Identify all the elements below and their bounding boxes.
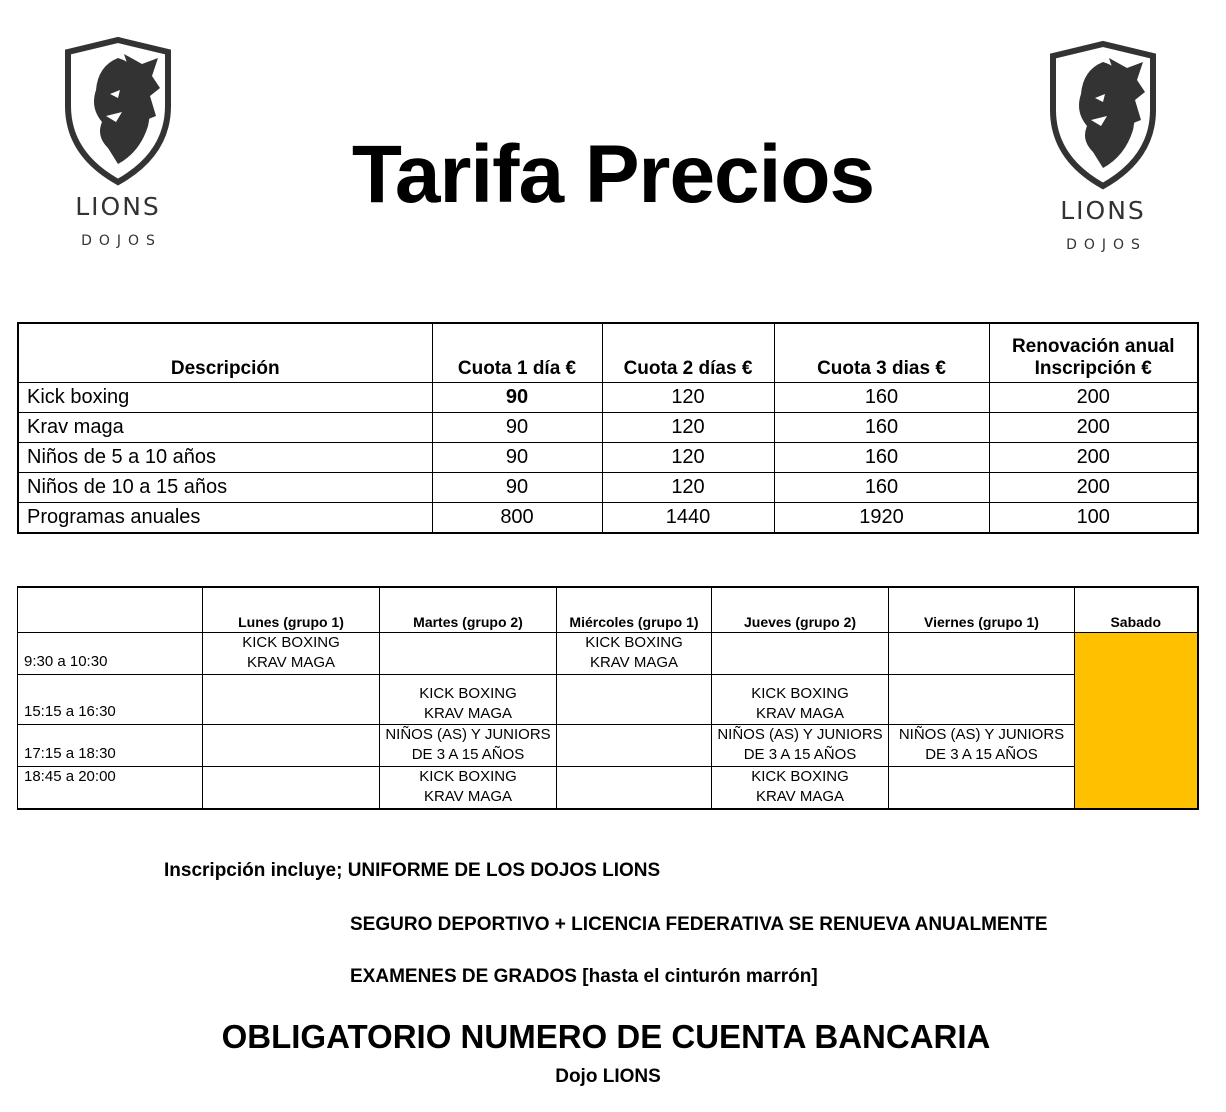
time-slot: 15:15 a 16:30 bbox=[18, 675, 203, 725]
price-cell: 90 bbox=[432, 383, 602, 413]
class-line: NIÑOS (AS) Y JUNIORS bbox=[717, 726, 883, 743]
class-line: DE 3 A 15 AÑOS bbox=[411, 746, 525, 763]
class-cell bbox=[203, 675, 380, 725]
page-title: Tarifa Precios bbox=[351, 129, 875, 220]
column-header-tuesday: Martes (grupo 2) bbox=[380, 587, 557, 633]
price-cell: 200 bbox=[989, 383, 1198, 413]
table-row bbox=[18, 633, 1198, 675]
price-cell: 120 bbox=[602, 413, 774, 443]
class-line: KRAV MAGA bbox=[755, 705, 845, 722]
class-line: KRAV MAGA bbox=[755, 788, 845, 805]
logo-subtitle: DOJOS bbox=[81, 233, 162, 249]
table-row bbox=[18, 383, 1198, 413]
column-header-description: Descripción bbox=[18, 323, 432, 383]
class-cell bbox=[712, 675, 889, 725]
class-line: NIÑOS (AS) Y JUNIORS bbox=[385, 726, 551, 743]
class-cell bbox=[889, 725, 1075, 767]
class-line: DE 3 A 15 AÑOS bbox=[743, 746, 857, 763]
column-header-fee-1-day: Cuota 1 día € bbox=[432, 323, 602, 383]
logo-name: LIONS bbox=[1060, 196, 1146, 225]
class-line: KICK BOXING bbox=[419, 768, 517, 785]
schedule-header bbox=[18, 587, 1198, 633]
column-header-fee-3-days: Cuota 3 dias € bbox=[774, 323, 989, 383]
class-cell bbox=[203, 633, 380, 675]
table-row bbox=[18, 503, 1198, 534]
table-row bbox=[18, 473, 1198, 503]
class-line: KICK BOXING bbox=[419, 685, 517, 702]
class-line: KRAV MAGA bbox=[423, 705, 513, 722]
logo-name: LIONS bbox=[75, 192, 161, 221]
column-header-wednesday: Miércoles (grupo 1) bbox=[557, 587, 712, 633]
price-cell: 200 bbox=[989, 413, 1198, 443]
saturday-highlight bbox=[1075, 633, 1198, 809]
class-cell bbox=[380, 675, 557, 725]
class-cell bbox=[712, 767, 889, 809]
class-line: KRAV MAGA bbox=[246, 654, 336, 671]
exams-note: EXAMENES DE GRADOS [hasta el cinturón marrón] bbox=[350, 966, 818, 987]
price-description: Niños de 10 a 15 años bbox=[18, 473, 432, 503]
price-cell: 120 bbox=[602, 443, 774, 473]
price-cell: 200 bbox=[989, 473, 1198, 503]
price-cell: 160 bbox=[774, 383, 989, 413]
class-cell bbox=[380, 633, 557, 675]
price-cell: 800 bbox=[432, 503, 602, 534]
price-table bbox=[17, 322, 1199, 534]
price-cell: 200 bbox=[989, 443, 1198, 473]
time-slot: 18:45 a 20:00 bbox=[18, 767, 203, 809]
column-header-monday: Lunes (grupo 1) bbox=[203, 587, 380, 633]
price-description: Krav maga bbox=[18, 413, 432, 443]
table-row bbox=[18, 767, 1198, 809]
column-header-saturday: Sabado bbox=[1075, 587, 1198, 633]
table-row bbox=[18, 675, 1198, 725]
class-line: KICK BOXING bbox=[751, 685, 849, 702]
price-description: Programas anuales bbox=[18, 503, 432, 534]
price-cell: 120 bbox=[602, 383, 774, 413]
class-cell bbox=[203, 725, 380, 767]
class-line: KICK BOXING bbox=[242, 634, 340, 651]
price-cell: 160 bbox=[774, 473, 989, 503]
column-header-fee-2-days: Cuota 2 días € bbox=[602, 323, 774, 383]
time-slot: 9:30 a 10:30 bbox=[18, 633, 203, 675]
class-cell bbox=[889, 675, 1075, 725]
class-cell bbox=[889, 767, 1075, 809]
price-cell: 1920 bbox=[774, 503, 989, 534]
bank-account-notice: OBLIGATORIO NUMERO DE CUENTA BANCARIA bbox=[221, 1018, 991, 1055]
column-header-annual-renewal: Renovación anual Inscripción € bbox=[989, 323, 1198, 383]
class-cell bbox=[380, 767, 557, 809]
class-cell bbox=[557, 675, 712, 725]
price-table-header bbox=[18, 323, 1198, 383]
column-header-friday: Viernes (grupo 1) bbox=[889, 587, 1075, 633]
inscription-note: Inscripción incluye; UNIFORME DE LOS DOJOS LIONS bbox=[164, 860, 661, 881]
price-cell: 100 bbox=[989, 503, 1198, 534]
price-cell: 90 bbox=[432, 443, 602, 473]
class-cell bbox=[712, 633, 889, 675]
class-cell bbox=[557, 767, 712, 809]
dojo-signature: Dojo LIONS bbox=[555, 1066, 661, 1087]
column-header-time bbox=[18, 587, 203, 633]
class-line: DE 3 A 15 AÑOS bbox=[925, 746, 1038, 763]
class-cell bbox=[712, 725, 889, 767]
class-cell bbox=[380, 725, 557, 767]
table-row bbox=[18, 725, 1198, 767]
schedule-table bbox=[17, 586, 1199, 810]
price-cell: 90 bbox=[432, 413, 602, 443]
price-cell: 1440 bbox=[602, 503, 774, 534]
class-cell bbox=[889, 633, 1075, 675]
price-cell: 90 bbox=[432, 473, 602, 503]
column-header-thursday: Jueves (grupo 2) bbox=[712, 587, 889, 633]
time-slot: 17:15 a 18:30 bbox=[18, 725, 203, 767]
class-line: KICK BOXING bbox=[585, 634, 683, 651]
price-description: Niños de 5 a 10 años bbox=[18, 443, 432, 473]
class-line: NIÑOS (AS) Y JUNIORS bbox=[898, 726, 1065, 743]
table-row bbox=[18, 413, 1198, 443]
price-description: Kick boxing bbox=[18, 383, 432, 413]
price-cell: 160 bbox=[774, 443, 989, 473]
logo-subtitle: DOJOS bbox=[1066, 237, 1147, 253]
class-cell bbox=[557, 633, 712, 675]
class-cell bbox=[557, 725, 712, 767]
class-line: KICK BOXING bbox=[751, 768, 849, 785]
class-line: KRAV MAGA bbox=[423, 788, 513, 805]
price-cell: 160 bbox=[774, 413, 989, 443]
class-cell bbox=[203, 767, 380, 809]
table-row bbox=[18, 443, 1198, 473]
price-cell: 120 bbox=[602, 473, 774, 503]
insurance-note: SEGURO DEPORTIVO + LICENCIA FEDERATIVA SE RENUEVA ANUALMENTE bbox=[350, 914, 1048, 935]
class-line: KRAV MAGA bbox=[589, 654, 679, 671]
